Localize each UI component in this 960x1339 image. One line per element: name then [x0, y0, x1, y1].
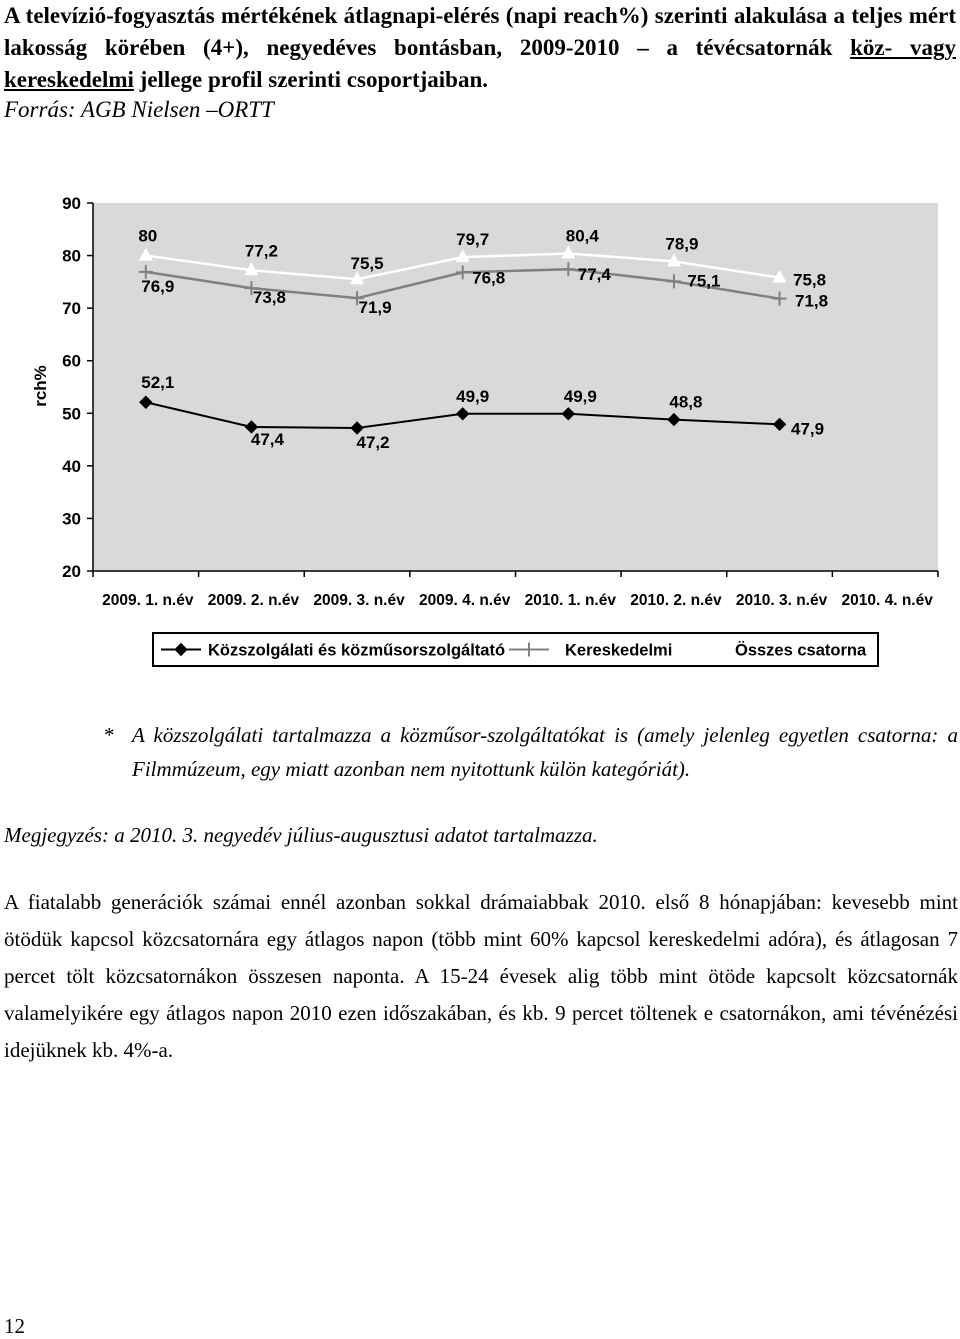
y-tick-label: 90 — [62, 194, 81, 213]
data-label-2-4: 80,4 — [565, 226, 599, 246]
data-label-0-0: 52,1 — [141, 373, 175, 393]
plot-area — [93, 203, 938, 571]
data-label-1-6: 71,8 — [795, 291, 829, 311]
data-label-0-4: 49,9 — [563, 386, 597, 406]
legend-label-0: Közszolgálati és közműsorszolgáltató — [208, 641, 506, 660]
reach-line-chart — [0, 180, 960, 680]
heading-text-1: A televízió-fogyasztás mértékének átlagnapi-elérés (napi reach%) szerinti alakulása a teljes mért lakosság körében (4+), negyedéves bontásban, 2009-2010 – a tévécsatornák — [4, 3, 956, 60]
footnote-star: * — [104, 723, 115, 747]
x-tick-label: 2009. 4. n.év — [419, 592, 511, 609]
data-label-1-0: 76,9 — [141, 276, 175, 296]
legend-label-1: Kereskedelmi — [565, 641, 673, 660]
figure-heading — [4, 0, 956, 96]
note-text: Megjegyzés: a 2010. 3. negyedév július-augusztusi adatot tartalmazza. — [4, 823, 598, 847]
data-label-1-2: 71,9 — [358, 298, 392, 318]
data-label-1-5: 75,1 — [687, 271, 721, 291]
x-tick-label: 2010. 4. n.év — [841, 592, 933, 609]
x-tick-label: 2010. 3. n.év — [735, 592, 828, 609]
heading-underlined-text: köz- vagy kereskedelmi — [4, 35, 956, 92]
body-paragraph: A fiatalabb generációk számai ennél azonban sokkal drámaiabbak 2010. első 8 hónapjában: kevesebb mint ötödük kapcsol közcsatornára egy átlagos napon (több mint 60% kapcsol kereskedelmi adóra), és átlagosan 7 percet tölt közcsatornákon összesen naponta. A 15-24 évesek alig több mint ötöde kapcsolt közcsatornák valamelyikére egy átlagos napon 2010 ezen időszakában, és kb. 9 percet töltenek e csatornákon, ami tévénézési idejüknek kb. 4%-a. — [4, 890, 958, 1062]
y-tick-label: 50 — [62, 404, 81, 424]
footnote-text: A közszolgálati tartalmazza a közműsor-szolgáltatókat is (amely jelenleg egyetlen csatorna: a Filmmúzeum, egy miatt azonban nem nyitottunk külön kategóriát). — [132, 723, 958, 781]
y-axis-label: rch% — [31, 365, 50, 407]
data-label-0-3: 49,9 — [456, 386, 490, 406]
data-label-2-2: 75,5 — [350, 254, 384, 274]
data-label-1-1: 73,8 — [252, 288, 286, 308]
data-label-0-5: 48,8 — [669, 392, 703, 412]
y-tick-label: 80 — [62, 246, 81, 266]
x-tick-label: 2010. 2. n.év — [630, 592, 722, 609]
data-label-1-4: 77,4 — [577, 265, 611, 285]
data-label-0-1: 47,4 — [250, 429, 284, 449]
page-number: 12 — [4, 1314, 25, 1338]
data-label-2-0: 80 — [138, 226, 158, 246]
y-tick-label: 40 — [62, 456, 81, 476]
data-label-0-6: 47,9 — [791, 419, 825, 439]
y-tick-label: 70 — [62, 299, 81, 319]
data-label-2-3: 79,7 — [456, 230, 490, 250]
data-label-2-1: 77,2 — [244, 241, 278, 261]
x-tick-label: 2009. 1. n.év — [102, 592, 194, 609]
chart-svg — [0, 180, 960, 680]
footnote — [104, 718, 958, 786]
y-tick-label: 60 — [62, 351, 81, 371]
y-tick-label: 30 — [62, 509, 81, 529]
figure-source: Forrás: AGB Nielsen –ORTT — [4, 97, 274, 122]
data-label-1-3: 76,8 — [472, 268, 506, 288]
x-tick-label: 2009. 2. n.év — [207, 592, 300, 609]
x-tick-label: 2009. 3. n.év — [313, 592, 405, 609]
y-tick-label: 20 — [62, 562, 81, 581]
heading-text-2: jellege profil szerinti csoportjaiban. — [133, 67, 489, 92]
data-label-2-6: 75,8 — [793, 270, 827, 290]
data-label-0-2: 47,2 — [356, 433, 390, 453]
data-label-2-5: 78,9 — [665, 234, 699, 254]
x-tick-label: 2010. 1. n.év — [524, 592, 616, 609]
legend-label-2: Összes csatorna — [735, 641, 867, 660]
